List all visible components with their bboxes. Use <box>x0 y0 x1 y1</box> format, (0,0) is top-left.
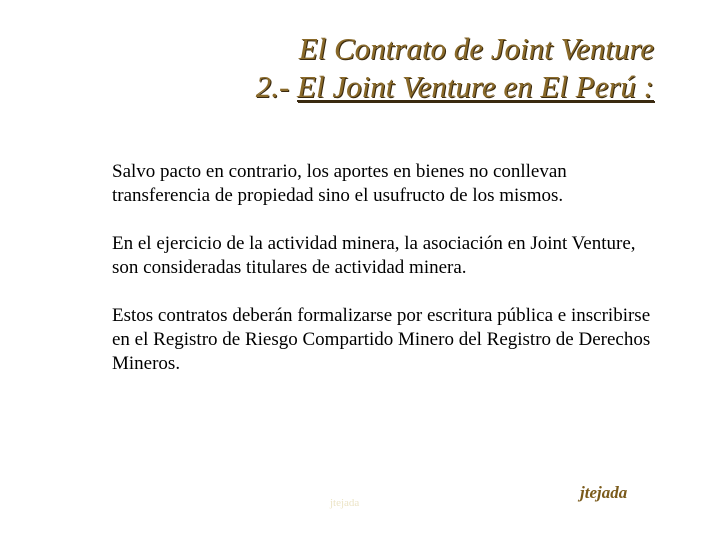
slide-title <box>256 30 654 106</box>
slide-body <box>112 160 652 400</box>
title-line-1: El Contrato de Joint Venture <box>298 31 654 66</box>
footer-watermark: jtejada <box>330 497 360 509</box>
paragraph-3: Estos contratos deberán formalizarse por escritura pública e inscribirse en el Registro de Riesgo Compartido Minero del Registro de Derechos Mineros. <box>112 305 651 374</box>
paragraph-1: Salvo pacto en contrario, los aportes en bienes no conllevan transferencia de propiedad sino el usufructo de los mismos. <box>112 161 567 206</box>
footer-author: jtejada <box>580 483 628 502</box>
title-line-2-underlined: El Joint Venture en El Perú : <box>297 69 654 104</box>
title-line-2 <box>256 68 654 106</box>
paragraph-2: En el ejercicio de la actividad minera, la asociación en Joint Venture, son consideradas titulares de actividad minera. <box>112 233 636 278</box>
title-line-2-prefix: 2.- <box>255 69 298 104</box>
